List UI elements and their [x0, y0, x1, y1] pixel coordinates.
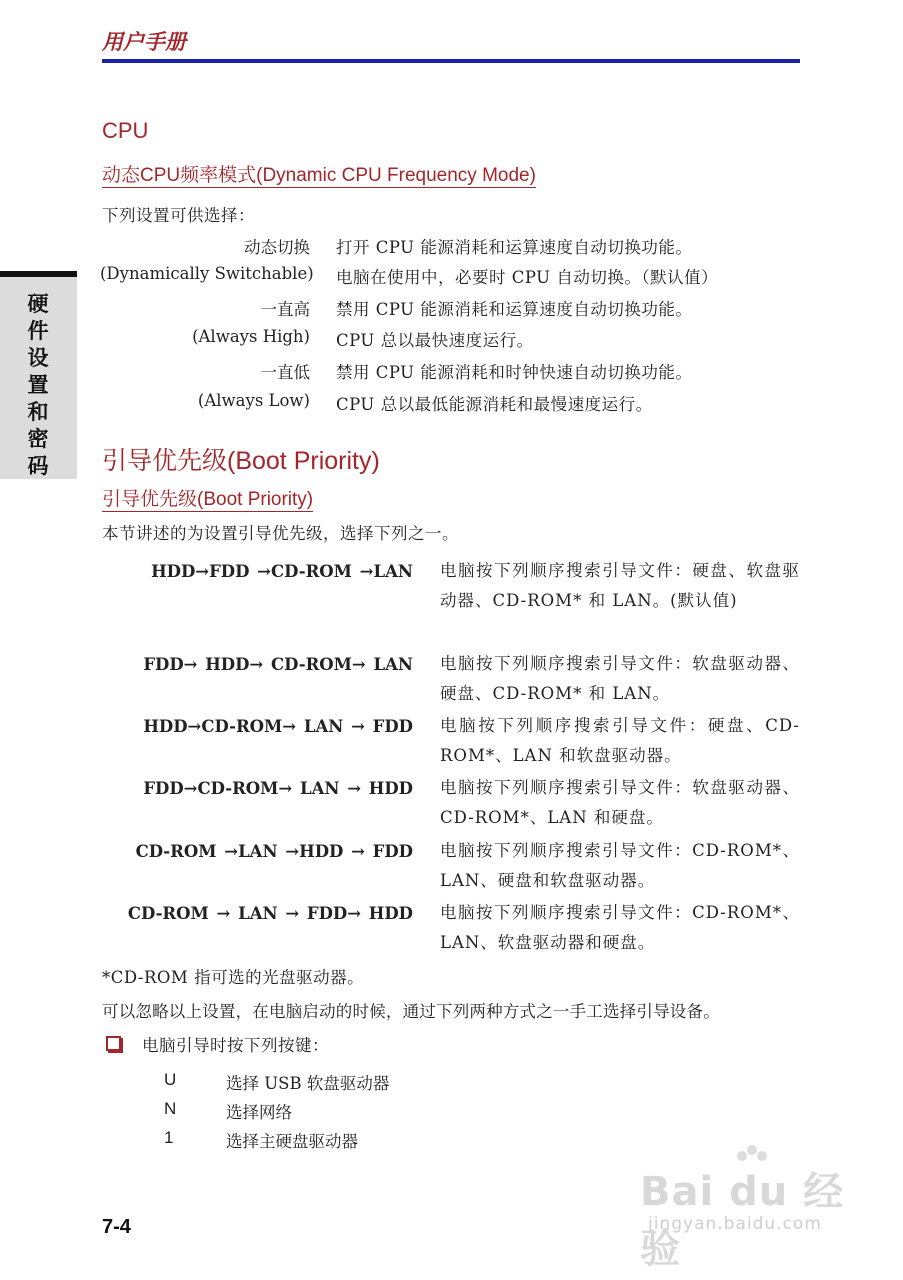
boot-option-desc: 电脑按下列顺序搜索引导文件：硬盘、CD-ROM*、LAN 和软盘驱动器。 — [440, 716, 800, 765]
manual-selection-note: 可以忽略以上设置，在电脑启动的时候，通过下列两种方式之一手工选择引导设备。 — [102, 1002, 720, 1021]
cpu-option-label: (Always Low) — [197, 391, 310, 410]
footnote: *CD-ROM 指可选的光盘驱动器。 — [102, 968, 365, 987]
key-letter: 1 — [164, 1128, 174, 1147]
cpu-option-desc: 打开 CPU 能源消耗和运算速度自动切换功能。 — [336, 238, 693, 257]
watermark — [640, 1148, 860, 1272]
page-number: 7-4 — [102, 1216, 131, 1238]
key-description: 选择主硬盘驱动器 — [226, 1132, 358, 1151]
checkbox-bullet-icon — [106, 1036, 121, 1051]
cpu-heading: CPU — [102, 118, 149, 143]
boot-option-desc: 电脑按下列顺序搜索引导文件：硬盘、软盘驱动器、CD-ROM* 和 LAN。(默认值) — [440, 561, 800, 610]
boot-heading: 引导优先级(Boot Priority) — [102, 447, 380, 475]
side-tab — [0, 271, 77, 479]
boot-subheading: 引导优先级(Boot Priority) — [102, 489, 314, 510]
boot-intro: 本节讲述的为设置引导优先级，选择下列之一。 — [102, 524, 459, 543]
boot-option-desc: 电脑按下列顺序搜索引导文件：软盘驱动器、硬盘、CD-ROM* 和 LAN。 — [440, 654, 800, 703]
cpu-option-label: 一直低 — [260, 363, 310, 382]
watermark-brand: Bai du 经验 — [640, 1169, 845, 1272]
boot-option-desc: 电脑按下列顺序搜索引导文件：CD-ROM*、LAN、硬盘和软盘驱动器。 — [440, 841, 800, 890]
cpu-option-label: 动态切换 — [244, 238, 310, 257]
cpu-option-label: 一直高 — [260, 300, 310, 319]
key-description: 选择 USB 软盘驱动器 — [226, 1074, 390, 1093]
boot-option-desc: 电脑按下列顺序搜索引导文件：软盘驱动器、CD-ROM*、LAN 和硬盘。 — [440, 778, 800, 827]
header-rule — [102, 59, 800, 63]
header-title: 用户手册 — [102, 30, 186, 54]
cpu-option-desc: 禁用 CPU 能源消耗和运算速度自动切换功能。 — [336, 300, 693, 319]
boot-option-label: FDD→ HDD→ CD-ROM→ LAN — [143, 655, 413, 674]
boot-option-label: FDD→CD-ROM→ LAN → HDD — [143, 779, 413, 798]
key-letter: N — [164, 1099, 177, 1118]
bullet-text: 电脑引导时按下列按键： — [142, 1036, 329, 1055]
cpu-option-desc: 禁用 CPU 能源消耗和时钟快速自动切换功能。 — [336, 363, 693, 382]
cpu-subheading: 动态CPU频率模式(Dynamic CPU Frequency Mode) — [102, 165, 536, 186]
cpu-option-desc: CPU 总以最低能源消耗和最慢速度运行。 — [336, 395, 653, 414]
side-tab-label: 硬件设置和密码 — [27, 292, 49, 478]
boot-option-label: CD-ROM →LAN →HDD → FDD — [135, 842, 413, 861]
watermark-url: jingyan.baidu.com — [648, 1214, 822, 1234]
boot-option-desc: 电脑按下列顺序搜索引导文件：CD-ROM*、LAN、软盘驱动器和硬盘。 — [440, 903, 800, 952]
cpu-intro: 下列设置可供选择： — [102, 206, 255, 225]
cpu-option-desc: CPU 总以最快速度运行。 — [336, 331, 534, 350]
cpu-option-label: (Dynamically Switchable) — [100, 264, 314, 283]
cpu-option-label: (Always High) — [192, 327, 310, 346]
cpu-option-desc: 电脑在使用中，必要时 CPU 自动切换。（默认值） — [336, 268, 719, 287]
key-letter: U — [164, 1070, 177, 1089]
key-description: 选择网络 — [226, 1103, 292, 1122]
boot-option-label: CD-ROM → LAN → FDD→ HDD — [127, 904, 413, 923]
boot-option-label: HDD→FDD →CD-ROM →LAN — [151, 562, 413, 581]
boot-option-label: HDD→CD-ROM→ LAN → FDD — [143, 717, 413, 736]
